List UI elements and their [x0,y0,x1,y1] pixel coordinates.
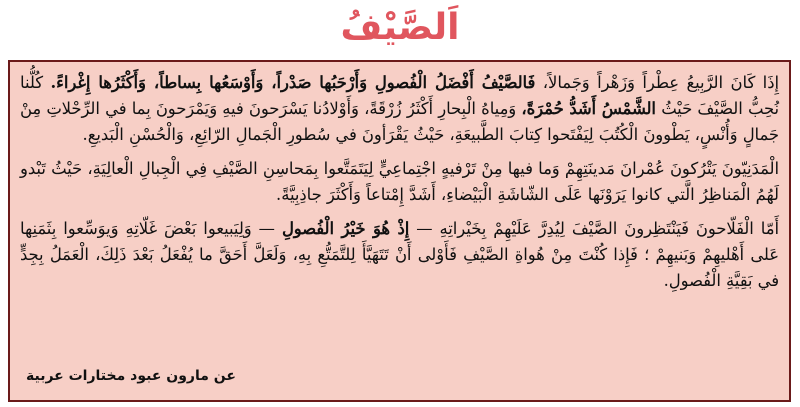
paragraph-1-part-a: إِذَا كَانَ الرَّبِيعُ عِطْراً وَزَهْراً وَجَمالاً، [535,73,779,92]
paragraph-1-part-c: كُلُّنا نُحِبُّ الصَّيْفَ حَيْثُ [20,73,779,118]
source-credit: عن مارون عبود مختارات عربية [26,368,236,384]
paragraph-2: الْمَدَنِيّونَ يَتْرُكونَ عُمْرانَ مَدينَتِهِمْ وَما فيها مِنْ تَرْفيهٍ اجْتِماعِيٍّ لِيَتَمَتَّعوا بِمَحاسِنِ الصَّيْفِ فِي الْجِبالِ الْعالِيَةِ، حَيْثُ تَبْدو لَهُمُ الْمَناظِرُ الَّتي كانوا يَرَوْنَها عَلَى الشّاشَةِ الْبَيْضاءِ، أَشَدَّ إِمْتاعاً وَأَكْثَرَ جاذِبِيَّةً. [20,159,779,204]
paragraph-3-bold-b: إِذْ هُوَ خَيْرُ الْفُصولِ [281,219,410,238]
paragraph-1-part-e: وَمِياهُ الْبِحارِ أَكْثَرُ زُرْقَةً، وَأَوْلادُنا يَسْرَحونَ فيهِ وَيَمْرَحونَ بِما في الرِّحْلاتِ مِنْ جَمالٍ وَأُنْسٍ، يَطْوونَ الْكُتُبَ لِيَفْتَحوا كِتابَ الطَّبيعَةِ، حَيْثُ يَقْرَأونَ في سُطورِ الْجَمالِ الرّائِعِ، وَالْحُسْنِ الْبَديعِ. [20,99,779,144]
paragraph-1-bold-d: الشَّمْسُ أَشَدُّ حُمْرَةً، [521,99,656,118]
paragraph-3-part-c: — وَلِيَبيعوا بَعْضَ غَلّاتِهِ وَيوَسِّعوا بِثَمَنِها عَلى أَهْليهِمْ وَبَنيهِمْ ؛ فَإِذا كُنْتَ مِنْ هُواةِ الصَّيْفِ فَأَوْلى أَنْ تَتَهَيَّأَ لِلتَّمَتُّعِ بِهِ، وَلَعَلَّ أَحَقَّ ما يُفْعَلُ بَعْدَ ذَلِكَ، الْعَمَلُ بِجِدٍّ في بَقِيَّةِ الْفُصولِ. [20,219,779,290]
page-title: اَلصَّيْفُ [340,7,460,48]
paragraph-1 [20,70,779,148]
passage [20,70,779,302]
paragraph-3-part-a: أَمّا الْفَلّاحونَ فَيَنْتَظِرونَ الصَّيْفَ لِيُدِرَّ عَلَيْهِمْ بِخَيْراتِهِ — [409,219,779,238]
text-panel [8,60,791,402]
paragraph-3 [20,216,779,294]
paragraph-1-bold-a: فَالصَّيْفُ أَفْضَلُ الْفُصولِ وَأَرْحَبُها صَدْراً، وَأَوْسَعُها بِساطاً، وَأَكْثَرُها إِغْراءً. [50,73,536,92]
